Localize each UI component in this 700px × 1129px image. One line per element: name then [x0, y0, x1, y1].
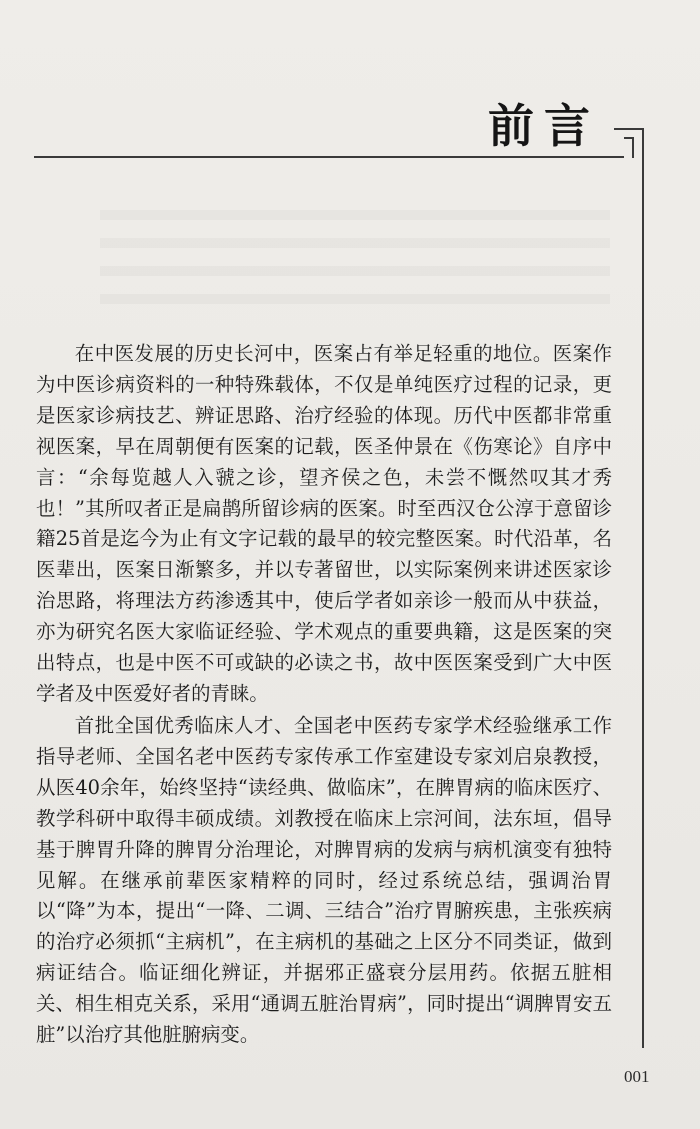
header-rule — [34, 156, 624, 158]
frame-corner-inner — [624, 137, 634, 158]
bleed-through-shadow — [100, 210, 610, 220]
bleed-through-shadow — [100, 266, 610, 276]
paragraph-1: 在中医发展的历史长河中，医案占有举足轻重的地位。医案作为中医诊病资料的一种特殊载体，不仅是单纯医疗过程的记录，更是医家诊病技艺、辨证思路、治疗经验的体现。历代中医都非常重视医案，早在周朝便有医案的记载，医圣仲景在《伤寒论》自序中言：“余每览越人入虢之诊，望齐侯之色，未尝不慨然叹其才秀也！”其所叹者正是扁鹊所留诊病的医案。时至西汉仓公淳于意留诊籍25首是迄今为止有文字记载的最早的较完整医案。时代沿革，名医辈出，医案日渐繁多，并以专著留世，以实际案例来讲述医家诊治思路，将理法方药渗透其中，使后学者如亲诊一般而从中获益，亦为研究名医大家临证经验、学术观点的重要典籍，这是医案的突出特点，也是中医不可或缺的必读之书，故中医医案受到广大中医学者及中医爱好者的青睐。 — [36, 342, 612, 705]
page-number: 001 — [624, 1067, 650, 1086]
paragraph-2: 首批全国优秀临床人才、全国老中医药专家学术经验继承工作指导老师、全国名老中医药专家传承工作室建设专家刘启泉教授，从医40余年，始终坚持“读经典、做临床”，在脾胃病的临床医疗、教学科研中取得丰硕成绩。刘教授在临床上宗河间，法东垣，倡导基于脾胃升降的脾胃分治理论，对脾胃病的发病与病机演变有独特见解。在继承前辈医家精粹的同时，经过系统总结，强调治胃以“降”为本，提出“一降、二调、三结合”治疗胃腑疾患，主张疾病的治疗必须抓“主病机”，在主病机的基础之上区分不同类证，做到病证结合。临证细化辨证，并据邪正盛衰分层用药。依据五脏相关、相生相克关系，采用“通调五脏治胃病”，同时提出“调脾胃安五脏”以治疗其他脏腑病变。 — [36, 714, 612, 1047]
side-rule — [642, 128, 644, 1048]
bleed-through-shadow — [100, 238, 610, 248]
bleed-through-shadow — [100, 294, 610, 304]
page-title: 前言 — [488, 99, 600, 153]
frame-corner — [614, 128, 642, 130]
